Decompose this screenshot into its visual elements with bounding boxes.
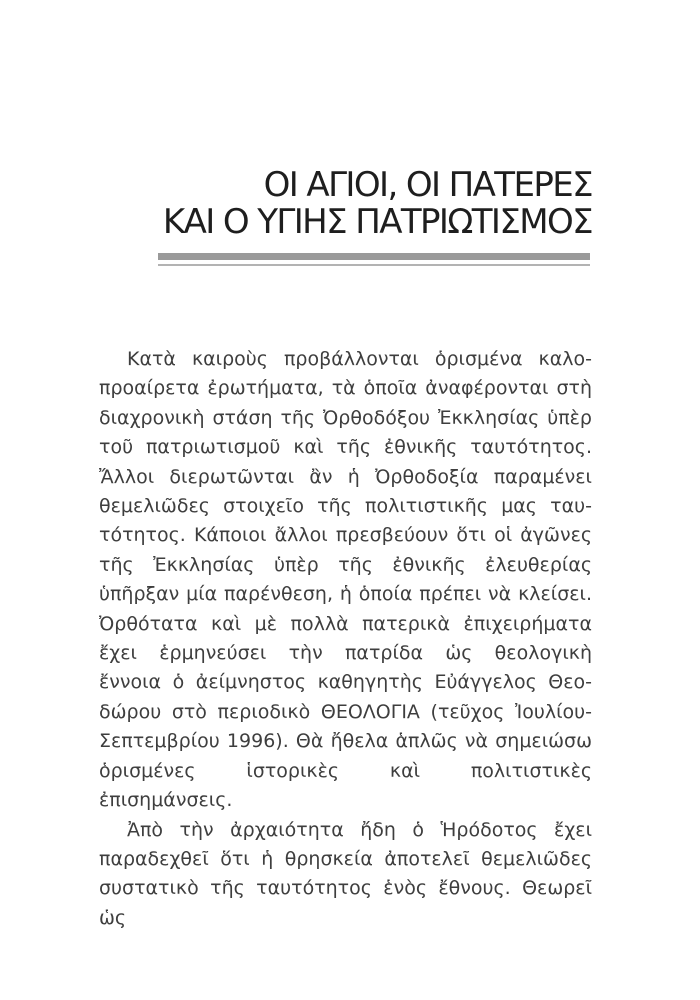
- paragraph: [99, 816, 592, 934]
- text-line: Ἄλλοι διερωτῶνται ἂν ἡ Ὀρθοδοξία παραμένει: [99, 465, 592, 488]
- text-line: Σεπτεμβρίου 1996). Θὰ ἤθελα ἁπλῶς νὰ σημειώσω: [99, 730, 592, 753]
- text-line: ὁρισμένες ἱστορικὲς καὶ πολιτιστικὲς ἐπισημάνσεις.: [99, 759, 592, 812]
- text-line: θεμελιῶδες στοιχεῖο τῆς πολιτιστικῆς μας ταυ-: [99, 495, 592, 518]
- text-line: συστατικὸ τῆς ταυτότητος ἑνὸς ἔθνους. Θεωρεῖ ὡς: [99, 877, 592, 929]
- title-rule-thick-line: [158, 253, 590, 260]
- text-line: Ἀπὸ τὴν ἀρχαιότητα ἤδη ὁ Ἡρόδοτος ἔχει: [127, 818, 592, 841]
- text-line: ἔννοια ὁ ἀείμνηστος καθηγητὴς Εὐάγγελος Θεο-: [99, 671, 592, 694]
- text-line: τότητος. Κάποιοι ἄλλοι πρεσβεύουν ὅτι οἱ ἀγῶνες: [99, 524, 592, 547]
- text-line: τοῦ πατριωτισμοῦ καὶ τῆς ἐθνικῆς ταυτότητος.: [99, 436, 592, 459]
- title-line: ΟΙ ΑΓΙΟΙ, ΟΙ ΠΑΤΕΡΕΣ: [263, 165, 592, 205]
- text-line: παραδεχθεῖ ὅτι ἡ θρησκεία ἀποτελεῖ θεμελιῶδες: [99, 847, 592, 870]
- chapter-title: [163, 167, 592, 241]
- title-rule-thin-line: [158, 264, 590, 266]
- body-text: [99, 345, 592, 933]
- text-line: προαίρετα ἐρωτήματα, τὰ ὁποῖα ἀναφέρονται στὴ: [99, 377, 592, 400]
- title-rule: [158, 253, 590, 266]
- paragraph: [99, 345, 592, 816]
- text-line: ὑπῆρξαν μία παρένθεση, ἡ ὁποία πρέπει νὰ κλείσει.: [99, 583, 592, 606]
- text-line: δώρου στὸ περιοδικὸ ΘΕΟΛΟΓΙΑ (τεῦχος Ἰουλίου-: [99, 700, 592, 723]
- text-line: Κατὰ καιροὺς προβάλλονται ὁρισμένα καλο-: [127, 348, 592, 370]
- text-line: Ὀρθότατα καὶ μὲ πολλὰ πατερικὰ ἐπιχειρήματα: [99, 612, 592, 635]
- title-line: ΚΑΙ Ο ΥΓΙΗΣ ΠΑΤΡΙΩΤΙΣΜΟΣ: [162, 202, 592, 242]
- text-line: τῆς Ἐκκλησίας ὑπὲρ τῆς ἐθνικῆς ἐλευθερίας: [99, 553, 592, 576]
- text-line: διαχρονικὴ στάση τῆς Ὀρθοδόξου Ἐκκλησίας ὑπὲρ: [99, 406, 592, 429]
- text-line: ἔχει ἑρμηνεύσει τὴν πατρίδα ὡς θεολογικὴ: [99, 642, 592, 665]
